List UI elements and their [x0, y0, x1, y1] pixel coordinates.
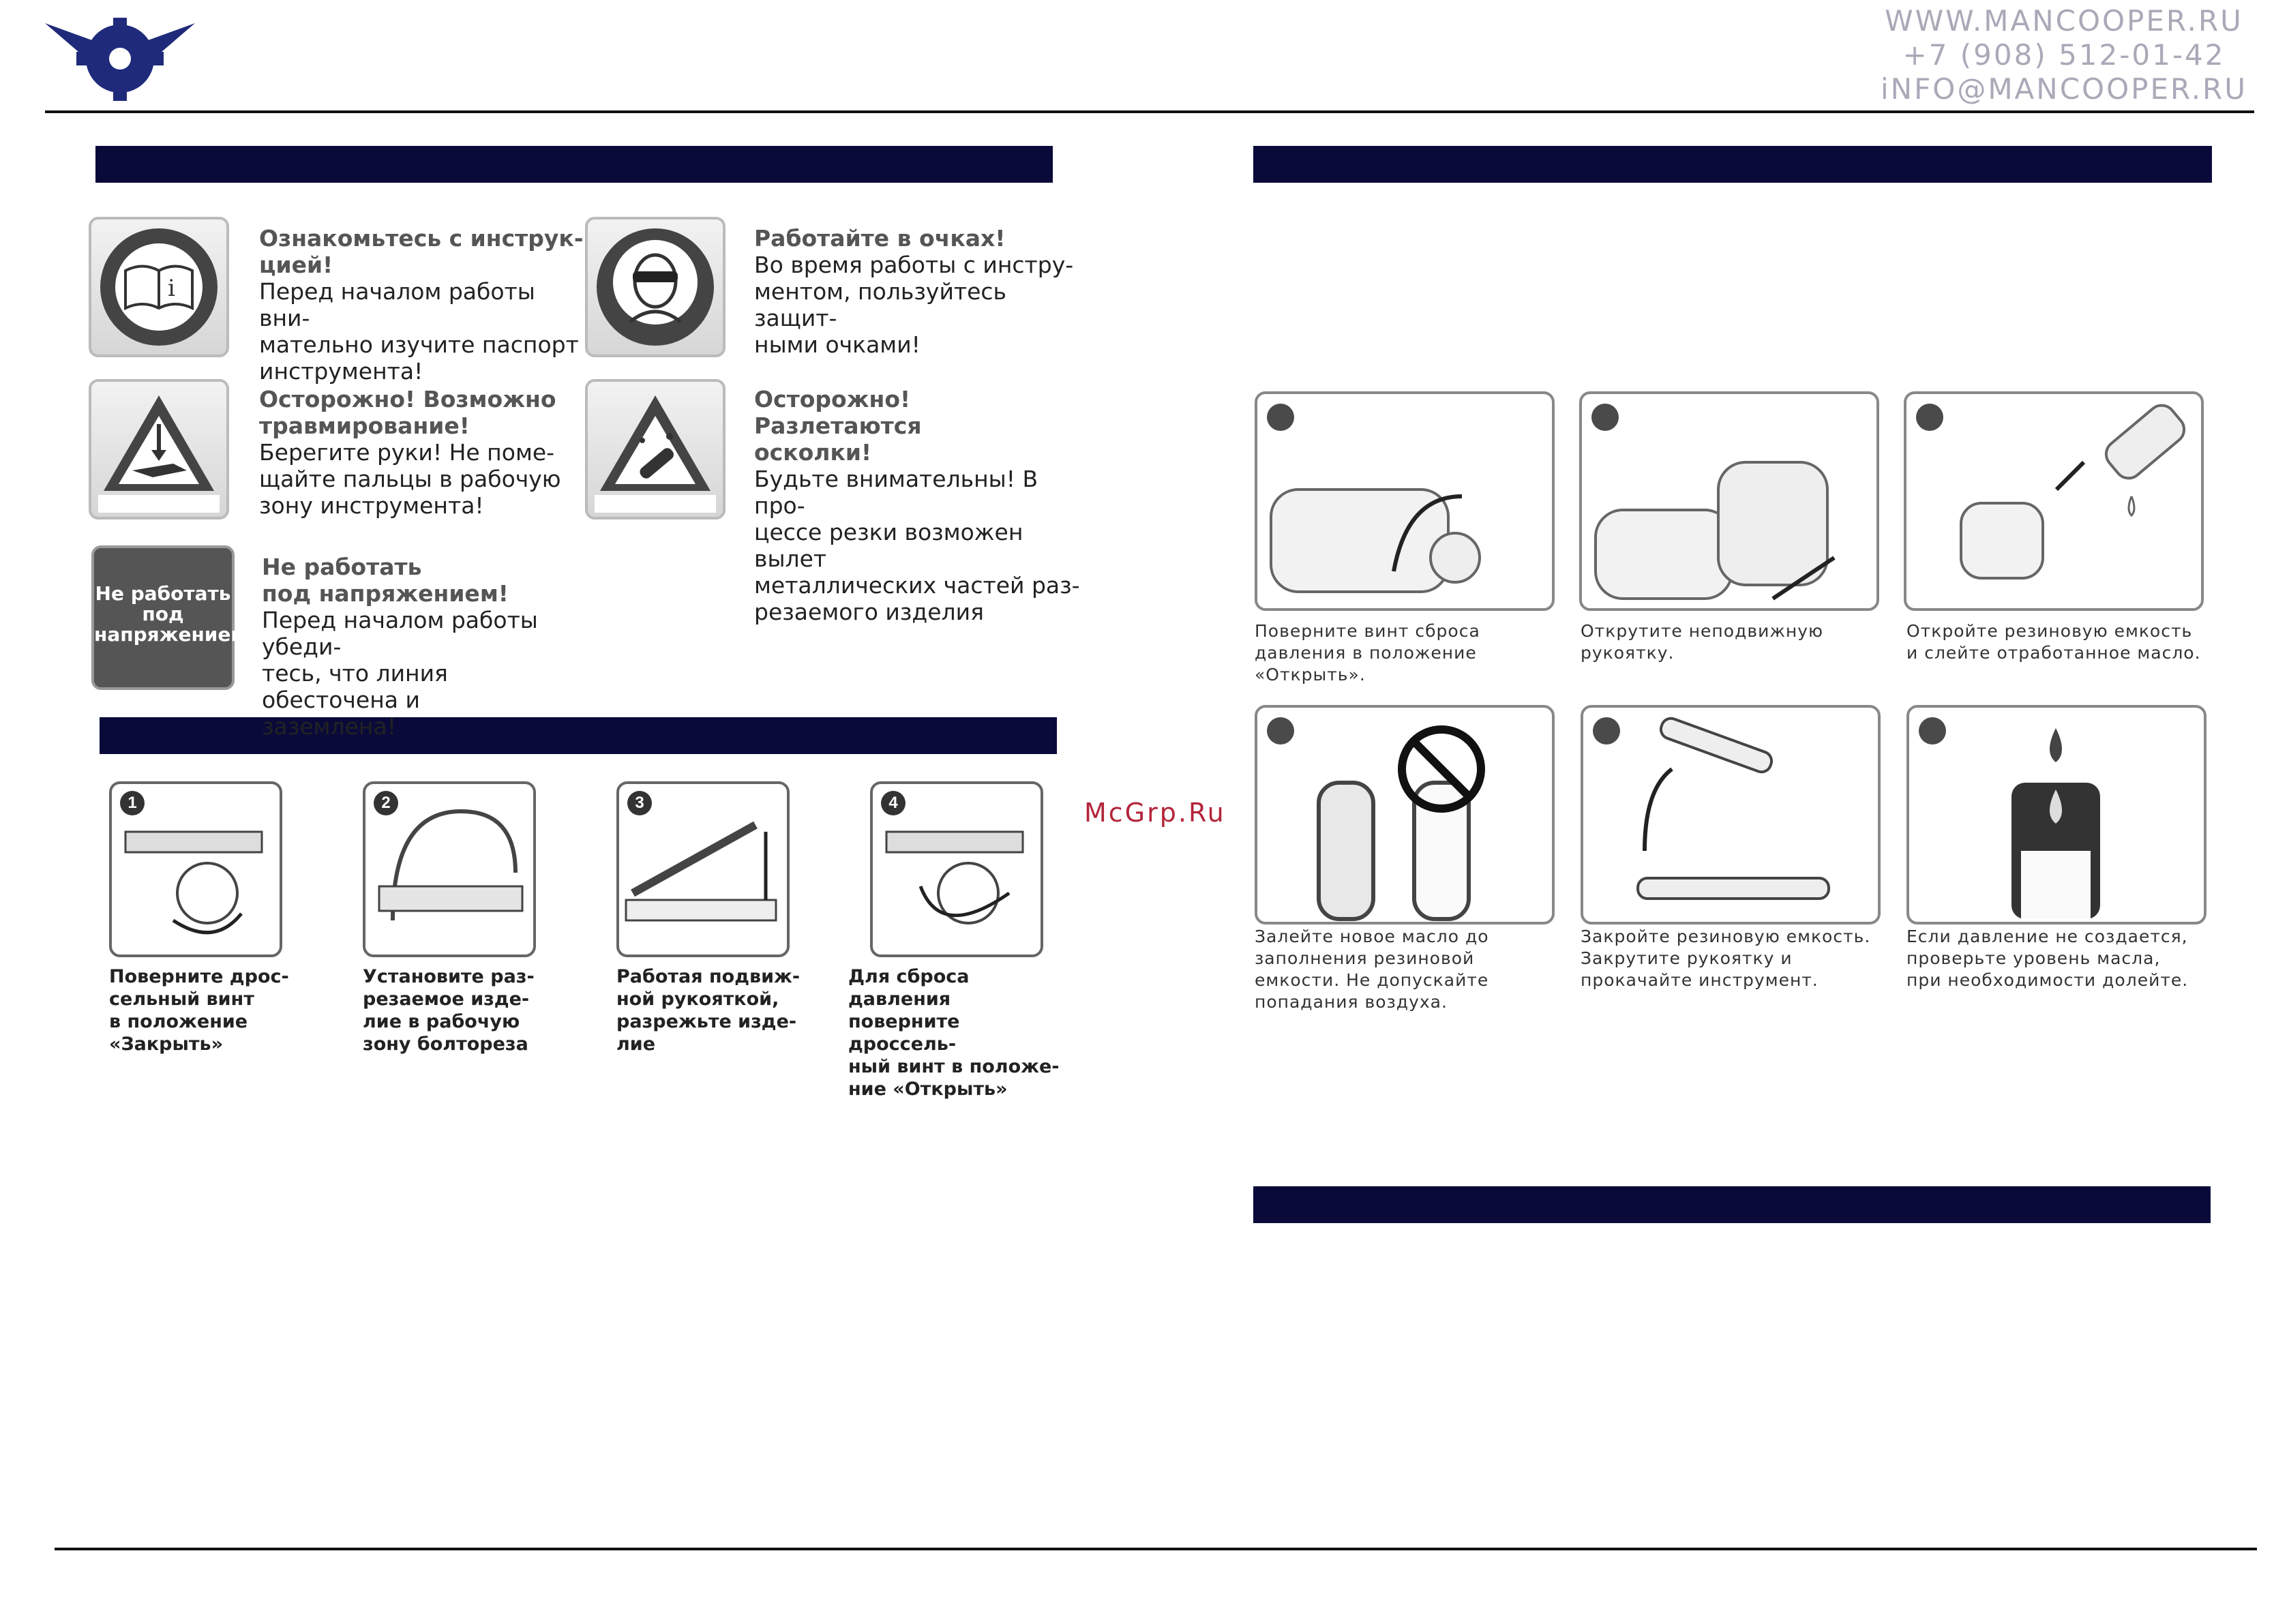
- oil-step-caption-6: Если давление не создается, проверьте уровень масла, при необходимости долейте.: [1906, 927, 2189, 990]
- contact-block: [1873, 4, 2255, 106]
- oil-step-card-3: [1904, 391, 2204, 611]
- phone-number[interactable]: +7 (908) 512-01-42: [1902, 38, 2226, 72]
- safety-text-goggles: Работайте в очках! Во время работы с инстру- ментом, пользуйтесь защит- ными очками!: [754, 225, 1074, 358]
- safety-text-injury: Осторожно! Возможно травмирование! Берегите руки! Не поме- щайте пальцы в рабочую зону инструмента!: [259, 386, 561, 519]
- section-bar-oil: [1253, 146, 2212, 183]
- hand-injury-icon: [89, 379, 229, 520]
- oil-step-caption-1: Поверните винт сброса давления в положение «Открыть».: [1255, 621, 1480, 685]
- oil-step-card-2: [1579, 391, 1879, 611]
- watermark: McGrp.Ru: [1084, 798, 1226, 828]
- section-bar-safety: [95, 146, 1053, 183]
- oil-step-card-4: [1255, 705, 1555, 924]
- oil-step-caption-3: Откройте резиновую емкость и слейте отработанное масло.: [1906, 621, 2201, 663]
- header-divider: [45, 110, 2254, 113]
- step-card-1: 1: [109, 781, 282, 957]
- oil-step-card-1: [1255, 391, 1555, 611]
- safety-text-debris: Осторожно! Разлетаются осколки! Будьте внимательны! В про- цессе резки возможен вылет металлических частей раз- резаемого изделия: [754, 386, 1080, 625]
- read-manual-icon: [89, 217, 229, 357]
- step-caption-2: Установите раз- резаемое изде- лие в рабочую зону болтореза: [363, 966, 535, 1055]
- oil-step-card-5: [1581, 705, 1881, 924]
- step-card-2: 2: [363, 781, 536, 957]
- step-caption-4: Для сброса давления поверните дроссель- ный винт в положе- ние «Открыть»: [848, 966, 1060, 1100]
- safety-text-voltage: Не работать под напряжением! Перед началом работы убеди- тесь, что линия обесточена и заземлена!: [262, 554, 538, 740]
- email-link[interactable]: iNFO@MANCOOPER.RU: [1881, 72, 2247, 106]
- step-caption-3: Работая подвиж- ной рукояткой, разрежьте изде- лие: [616, 966, 801, 1055]
- oil-step-caption-2: Открутите неподвижную рукоятку.: [1581, 621, 1824, 663]
- company-logo: [45, 10, 195, 105]
- svg-text:i: i: [168, 275, 175, 302]
- flying-debris-icon: [585, 379, 725, 520]
- section-bar-bottom: [1253, 1186, 2211, 1223]
- oil-step-caption-5: Закройте резиновую емкость. Закрутите рукоятку и прокачайте инструмент.: [1581, 927, 1871, 990]
- step-caption-1: Поверните дрос- сельный винт в положение «Закрыть»: [109, 966, 289, 1055]
- oil-step-card-6: [1906, 705, 2206, 924]
- step-card-3: 3: [616, 781, 790, 957]
- goggles-icon: [585, 217, 725, 357]
- footer-divider: [55, 1548, 2257, 1550]
- website-link[interactable]: WWW.MANCOOPER.RU: [1885, 4, 2243, 37]
- safety-text-manual: Ознакомьтесь с инструк- цией! Перед началом работы вни- мательно изучите паспорт инструмента!: [259, 225, 584, 385]
- no-voltage-icon: Не работать под напряжением: [91, 545, 235, 690]
- oil-step-caption-4: Залейте новое масло до заполнения резиновой емкости. Не допускайте попадания воздуха.: [1255, 927, 1489, 1012]
- step-card-4: 4: [870, 781, 1043, 957]
